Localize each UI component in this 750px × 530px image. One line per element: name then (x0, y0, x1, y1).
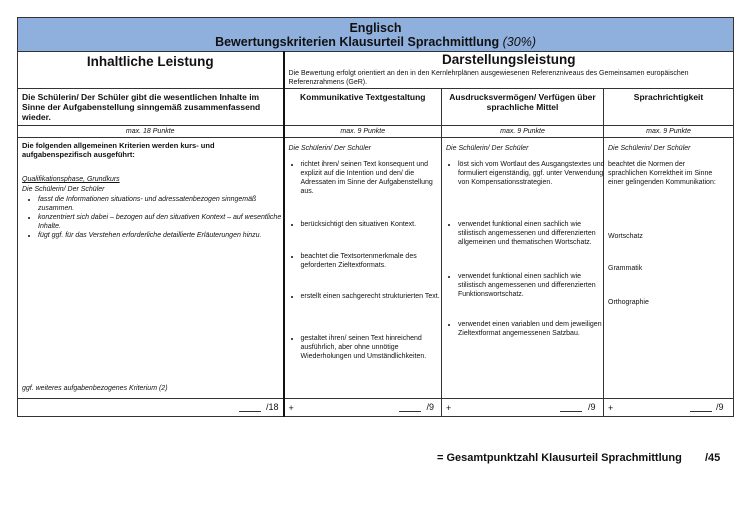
col3-max: /9 (716, 402, 724, 412)
weight-label: (30%) (502, 35, 536, 49)
content-points: max. 18 Punkte (18, 126, 284, 138)
col3-criteria (604, 138, 734, 399)
evaluation-table (17, 17, 734, 417)
col1-bullets-4 (289, 292, 443, 301)
list-item: • fasst die Informationen situations- und adressatenbezogen sinngemäß zusammen. (38, 195, 286, 213)
content-section-title: Inhaltliche Leistung (18, 52, 284, 89)
content-criteria-intro: Die folgenden allgemeinen Kriterien werden kurs- und aufgabenspezifisch ausgeführt: (22, 141, 215, 159)
total-label: = Gesamtpunktzahl Klausurteil Sprachmittlung (437, 452, 682, 464)
col2-criteria (442, 138, 604, 399)
col2-bullets-3 (446, 272, 606, 299)
col2-points: max. 9 Punkte (442, 126, 604, 138)
col3-score-cell (604, 399, 734, 417)
list-item: • verwendet funktional einen sachlich wie stilistisch angemessenen und differenzierten allgemeinen und thematischen Wortschatz. (458, 220, 606, 247)
col2-subject: Die Schülerin/ Der Schüler (446, 145, 529, 152)
list-item: • beachtet die Textsortenmerkmale des geforderten Zieltextformats. (301, 252, 443, 270)
col3-subject: Die Schülerin/ Der Schüler (608, 145, 691, 152)
list-item: Grammatik (608, 265, 643, 272)
score-line (239, 411, 261, 412)
col1-max: /9 (426, 402, 435, 412)
column-header-correctness: Sprachrichtigkeit (604, 89, 734, 126)
list-item: • erstellt einen sachgerecht strukturierten Text. (301, 292, 443, 301)
content-intro: Die Schülerin/ Der Schüler gibt die wesentlichen Inhalte im Sinne der Aufgabenstellung sinngemäß zusammenfassend wieder. (18, 89, 284, 126)
plus-sign: + (608, 403, 614, 413)
list-item: Orthographie (608, 299, 649, 306)
list-item: Wortschatz (608, 233, 643, 240)
content-max: /18 (266, 402, 279, 412)
list-item: • richtet ihren/ seinen Text konsequent und explizit auf die Intention und den/ die Adressaten im Sinne der Aufgabenstellung aus. (301, 160, 443, 196)
col2-score-cell (442, 399, 604, 417)
col1-subject: Die Schülerin/ Der Schüler (288, 145, 371, 152)
col2-bullets-2 (446, 220, 606, 247)
extra-criterion: ggf. weiteres aufgabenbezogenes Kriterium (2) (22, 385, 168, 392)
plus-sign: + (288, 403, 294, 413)
content-subject: Die Schülerin/ Der Schüler (22, 186, 105, 193)
presentation-note: Die Bewertung erfolgt orientiert an den in den Kernlehrplänen ausgewiesenen Referenzniveaus des Gemeinsamen europäischen Referenzrahmens (GeR). (284, 68, 734, 89)
content-score-cell (18, 399, 284, 417)
list-item: • konzentriert sich dabei – bezogen auf den situativen Kontext – auf wesentliche Inhalte. (38, 213, 286, 231)
presentation-section-title: Darstellungsleistung (442, 52, 576, 67)
column-header-communicative: Kommunikative Textgestaltung (284, 89, 442, 126)
score-line (690, 411, 712, 412)
col1-points: max. 9 Punkte (284, 126, 442, 138)
list-item: • löst sich vom Wortlaut des Ausgangstextes und formuliert eigenständig, ggf. unter Verwendung von Kompensationsstrategien. (458, 160, 606, 187)
col1-bullets-2 (289, 220, 443, 229)
page-title: Bewertungskriterien Klausurteil Sprachmittlung (30%) (215, 35, 536, 49)
list-item: • gestaltet ihren/ seinen Text hinreichend ausführlich, aber ohne unnötige Wiederholungen und Umständlichkeiten. (301, 334, 443, 361)
col3-points: max. 9 Punkte (604, 126, 734, 138)
col1-score-cell (284, 399, 442, 417)
total-max: /45 (705, 452, 721, 464)
col2-bullets-4 (446, 320, 606, 338)
presentation-section (284, 52, 734, 69)
content-criteria (18, 138, 284, 399)
list-item: • berücksichtigt den situativen Kontext. (301, 220, 443, 229)
list-item: • fügt ggf. für das Verstehen erforderliche detaillierte Erläuterungen hinzu. (38, 231, 286, 240)
col1-bullets-5 (289, 334, 443, 361)
subject-title: Englisch (349, 21, 402, 35)
table-header (18, 18, 734, 52)
col2-bullets (446, 160, 606, 187)
column-header-expression: Ausdrucksvermögen/ Verfügen über sprachliche Mittel (442, 89, 604, 126)
col3-intro: beachtet die Normen der sprachlichen Korrektheit im Sinne einer gelingenden Kommunikation: (608, 161, 716, 186)
col2-max: /9 (588, 402, 596, 412)
col1-criteria (284, 138, 442, 399)
list-item: • verwendet einen variablen und dem jeweiligen Zieltextformat angemessenen Satzbau. (458, 320, 606, 338)
total-score (437, 452, 721, 464)
qualification-phase: Qualifikationsphase, Grundkurs (22, 176, 120, 183)
score-line (399, 411, 421, 412)
content-bullets (26, 195, 286, 240)
score-line (560, 411, 582, 412)
col1-bullets (289, 160, 443, 196)
col1-bullets-3 (289, 252, 443, 270)
list-item: • verwendet funktional einen sachlich wie stilistisch angemessenen und differenzierten Funktionswortschatz. (458, 272, 606, 299)
plus-sign: + (446, 403, 452, 413)
